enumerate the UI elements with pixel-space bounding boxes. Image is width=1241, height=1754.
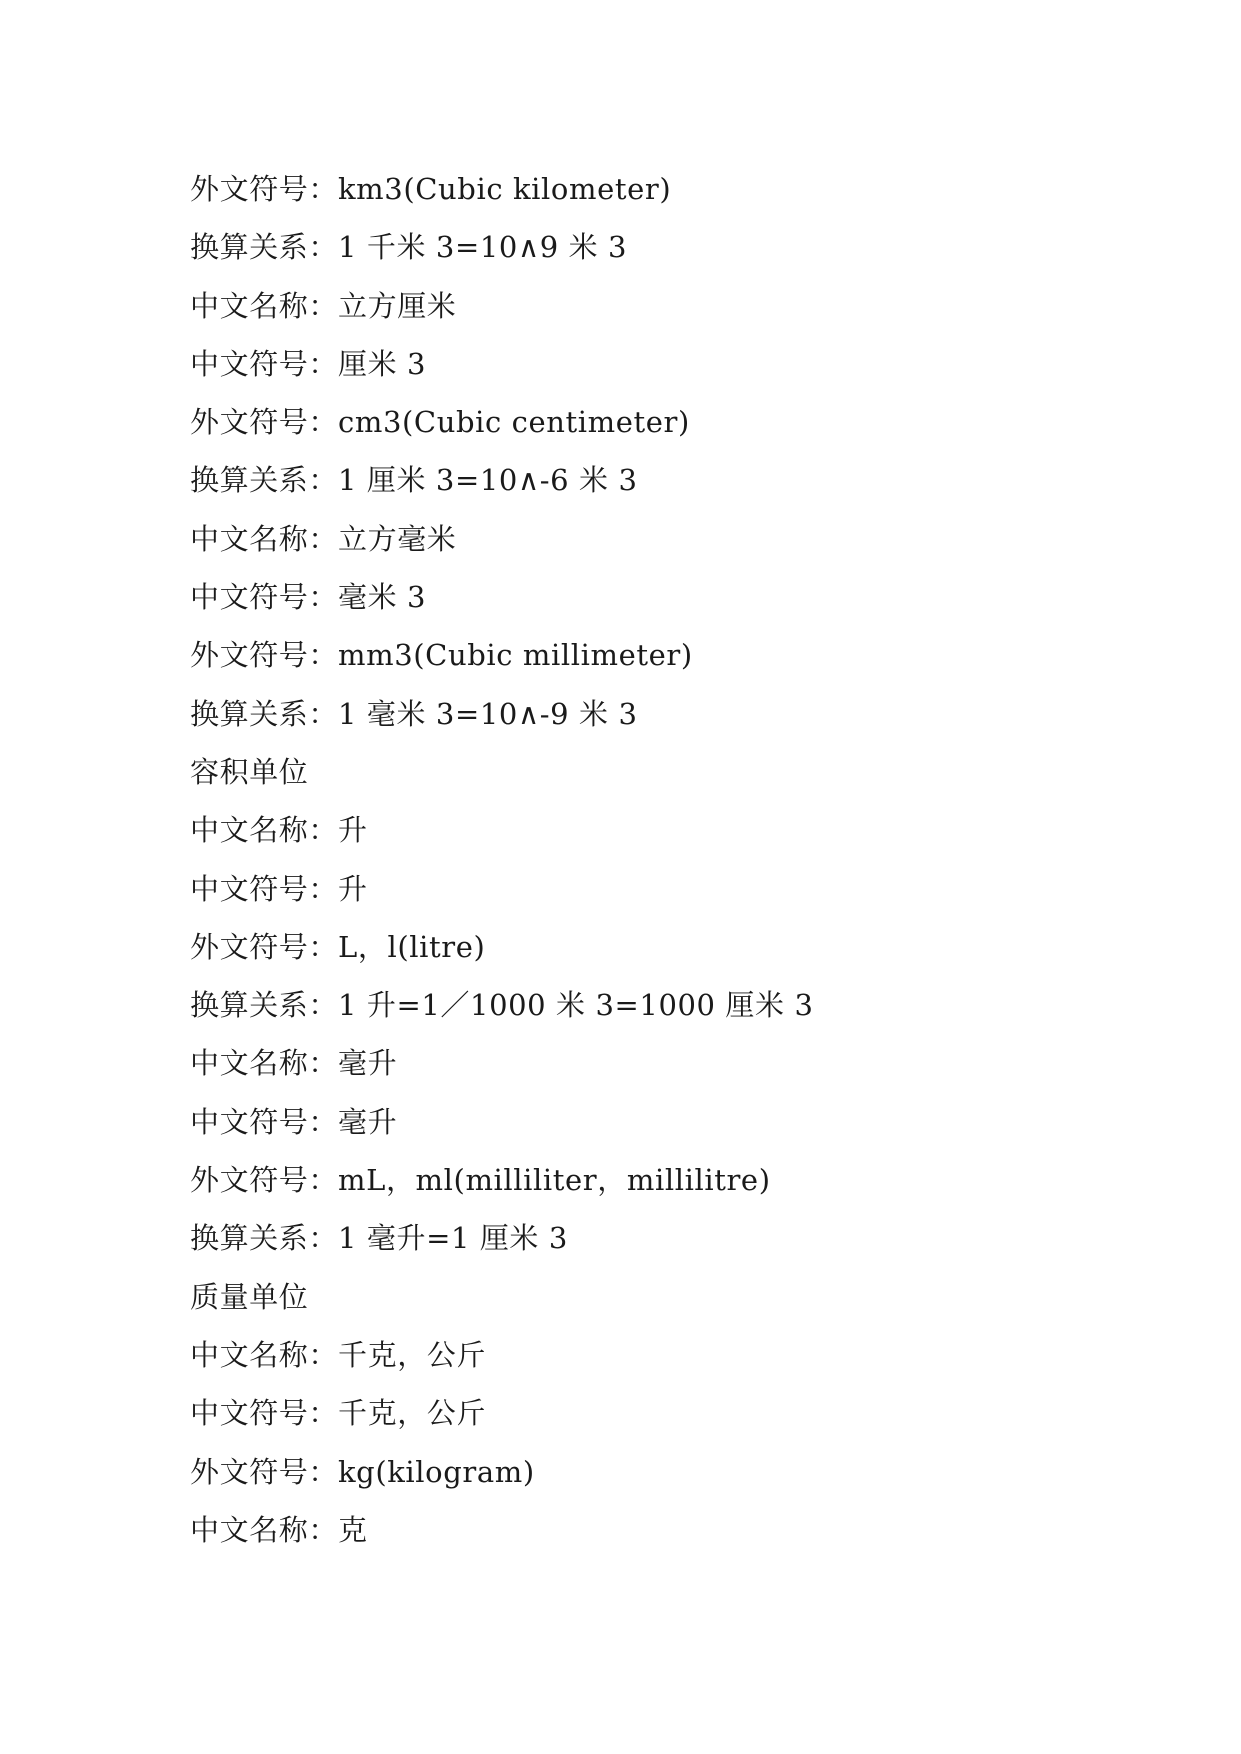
line-mm3-name: 中文名称：立方毫米 bbox=[190, 521, 457, 556]
line-kg-cn-symbol: 中文符号：千克，公斤 bbox=[190, 1396, 487, 1431]
line-litre-symbol: 外文符号：L，l(litre) bbox=[190, 929, 486, 964]
line-litre-name: 中文名称：升 bbox=[190, 813, 368, 848]
line-cm3-conversion: 换算关系：1 厘米 3=10∧-6 米 3 bbox=[190, 463, 638, 498]
line-ml-symbol: 外文符号：mL，ml(milliliter，millilitre) bbox=[190, 1163, 771, 1198]
line-km3-symbol: 外文符号：km3(Cubic kilometer) bbox=[190, 172, 672, 206]
line-km3-conversion: 换算关系：1 千米 3=10∧9 米 3 bbox=[190, 230, 628, 265]
line-mm3-conversion: 换算关系：1 毫米 3=10∧-9 米 3 bbox=[190, 696, 638, 731]
line-mm3-cn-symbol: 中文符号：毫米 3 bbox=[190, 580, 427, 615]
line-ml-conversion: 换算关系：1 毫升=1 厘米 3 bbox=[190, 1221, 568, 1256]
line-cm3-symbol: 外文符号：cm3(Cubic centimeter) bbox=[190, 405, 690, 440]
section-heading-volume-capacity: 容积单位 bbox=[190, 754, 309, 789]
line-ml-cn-symbol: 中文符号：毫升 bbox=[190, 1104, 398, 1139]
document-body bbox=[190, 160, 1150, 1559]
line-cm3-cn-symbol: 中文符号：厘米 3 bbox=[190, 346, 427, 381]
line-gram-name: 中文名称：克 bbox=[190, 1512, 368, 1547]
section-heading-mass: 质量单位 bbox=[190, 1279, 309, 1314]
line-kg-symbol: 外文符号：kg(kilogram) bbox=[190, 1454, 535, 1489]
line-mm3-symbol: 外文符号：mm3(Cubic millimeter) bbox=[190, 638, 693, 673]
line-ml-name: 中文名称：毫升 bbox=[190, 1046, 398, 1081]
line-litre-cn-symbol: 中文符号：升 bbox=[190, 871, 368, 906]
line-kg-name: 中文名称：千克，公斤 bbox=[190, 1337, 487, 1372]
line-cm3-name: 中文名称：立方厘米 bbox=[190, 288, 457, 323]
line-litre-conversion: 换算关系：1 升=1／1000 米 3=1000 厘米 3 bbox=[190, 988, 814, 1023]
